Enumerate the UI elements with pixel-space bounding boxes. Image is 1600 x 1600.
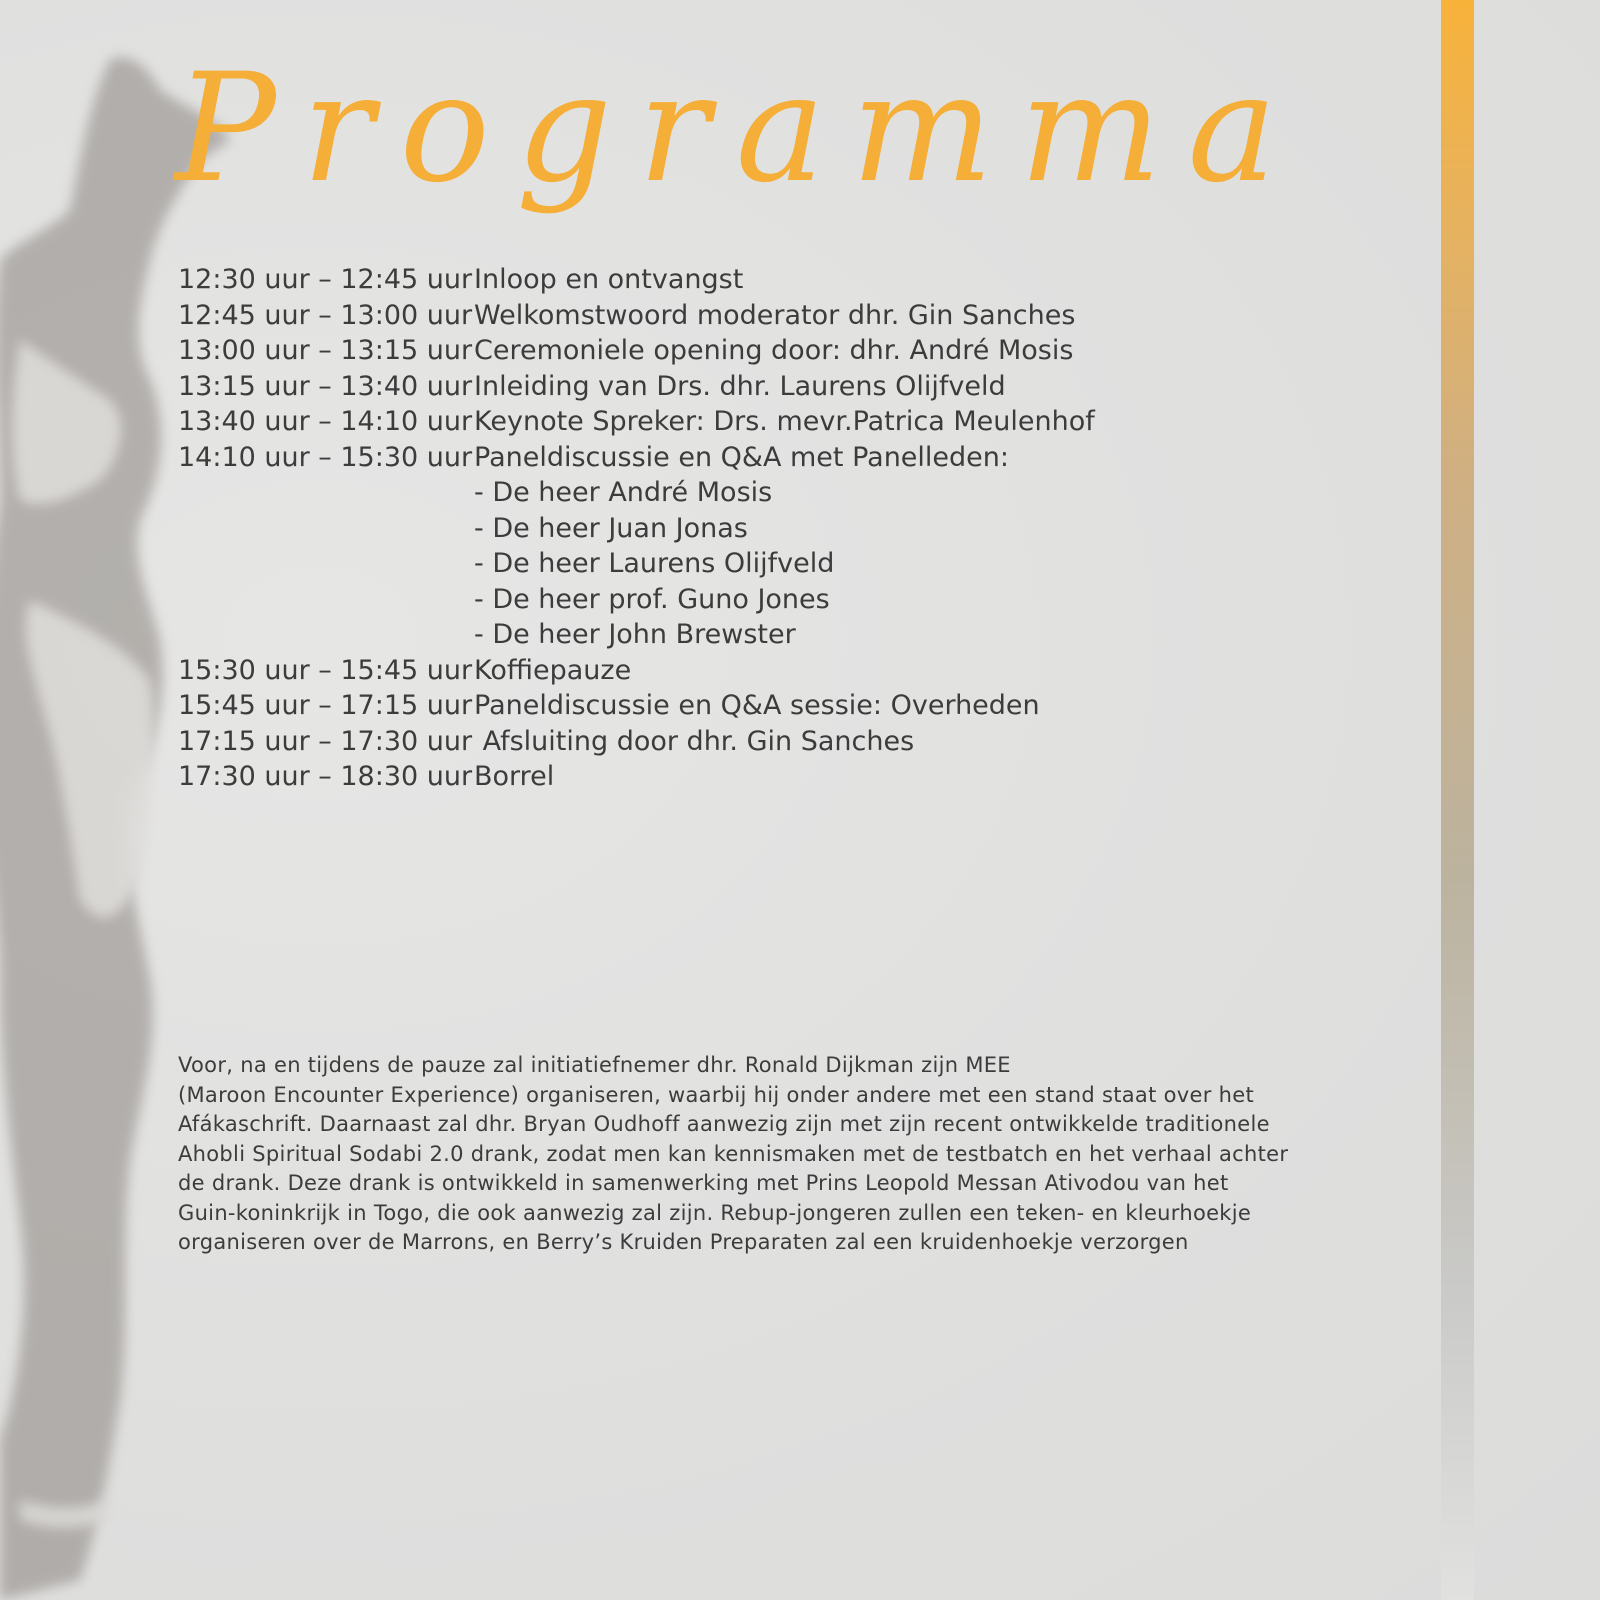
schedule-row (178, 333, 1378, 369)
schedule-row (178, 688, 1378, 724)
page-title-text: Programma (175, 42, 1303, 216)
schedule-row (178, 262, 1378, 298)
schedule-row (178, 404, 1378, 440)
schedule-row (178, 653, 1378, 689)
schedule-row (178, 298, 1378, 334)
schedule-activity: Ceremoniele opening door: dhr. André Mosis (474, 335, 1074, 367)
panel-member-row (178, 582, 1378, 618)
panel-member-row (178, 546, 1378, 582)
schedule-row (178, 759, 1378, 795)
accent-sidebar-bar (1441, 0, 1474, 1600)
schedule-time: 12:45 uur – 13:00 uur (178, 299, 473, 331)
panel-member: - De heer John Brewster (474, 619, 796, 651)
panel-member: - De heer Juan Jonas (474, 512, 748, 544)
schedule-activity: Paneldiscussie en Q&A met Panelleden: (474, 441, 1009, 473)
schedule-row (178, 724, 1378, 760)
info-line: de drank. Deze drank is ontwikkeld in samenwerking met Prins Leopold Messan Ativodou van het (178, 1171, 1229, 1195)
schedule-time: 15:45 uur – 17:15 uur (178, 690, 473, 722)
schedule-time: 14:10 uur – 15:30 uur (178, 441, 473, 473)
schedule-time: 13:00 uur – 13:15 uur (178, 335, 473, 367)
schedule-time: 17:15 uur – 17:30 uur (178, 725, 473, 757)
info-line: Afákaschrift. Daarnaast zal dhr. Bryan Oudhoff aanwezig zijn met zijn recent ontwikkelde traditionele (178, 1112, 1270, 1136)
panel-member-row (178, 617, 1378, 653)
schedule-activity: Welkomstwoord moderator dhr. Gin Sanches (474, 299, 1076, 331)
schedule-list (178, 262, 1378, 795)
panel-member-row (178, 475, 1378, 511)
panel-member: - De heer prof. Guno Jones (474, 583, 830, 615)
schedule-activity: Inleiding van Drs. dhr. Laurens Olijfveld (474, 370, 1006, 402)
schedule-time: 17:30 uur – 18:30 uur (178, 761, 473, 793)
panel-member: - De heer André Mosis (474, 477, 773, 509)
schedule-time: 13:40 uur – 14:10 uur (178, 406, 473, 438)
schedule-activity: Afsluiting door dhr. Gin Sanches (474, 725, 915, 757)
info-paragraph (178, 1051, 1408, 1258)
schedule-row (178, 369, 1378, 405)
schedule-row (178, 440, 1378, 476)
schedule-time: 13:15 uur – 13:40 uur (178, 370, 473, 402)
page-title (175, 40, 1303, 240)
info-line: organiseren over de Marrons, en Berry’s Kruiden Preparaten zal een kruidenhoekje verzorgen (178, 1230, 1189, 1254)
schedule-activity: Paneldiscussie en Q&A sessie: Overheden (474, 690, 1040, 722)
schedule-activity: Keynote Spreker: Drs. mevr.Patrica Meulenhof (474, 406, 1095, 438)
info-line: Guin-koninkrijk in Togo, die ook aanwezig zal zijn. Rebup-jongeren zullen een teken- en kleurhoekje (178, 1200, 1252, 1225)
schedule-activity: Borrel (474, 761, 555, 793)
info-line: Voor, na en tijdens de pauze zal initiatiefnemer dhr. Ronald Dijkman zijn MEE (178, 1053, 1011, 1077)
info-line: (Maroon Encounter Experience) organiseren, waarbij hij onder andere met een stand staat over het (178, 1082, 1254, 1107)
schedule-activity: Inloop en ontvangst (474, 264, 744, 296)
schedule-time: 15:30 uur – 15:45 uur (178, 654, 473, 686)
panel-member-row (178, 511, 1378, 547)
schedule-activity: Koffiepauze (474, 654, 632, 686)
panel-member: - De heer Laurens Olijfveld (474, 548, 835, 580)
info-line: Ahobli Spiritual Sodabi 2.0 drank, zodat men kan kennismaken met de testbatch en het verhaal achter (178, 1141, 1289, 1166)
schedule-time: 12:30 uur – 12:45 uur (178, 264, 473, 296)
